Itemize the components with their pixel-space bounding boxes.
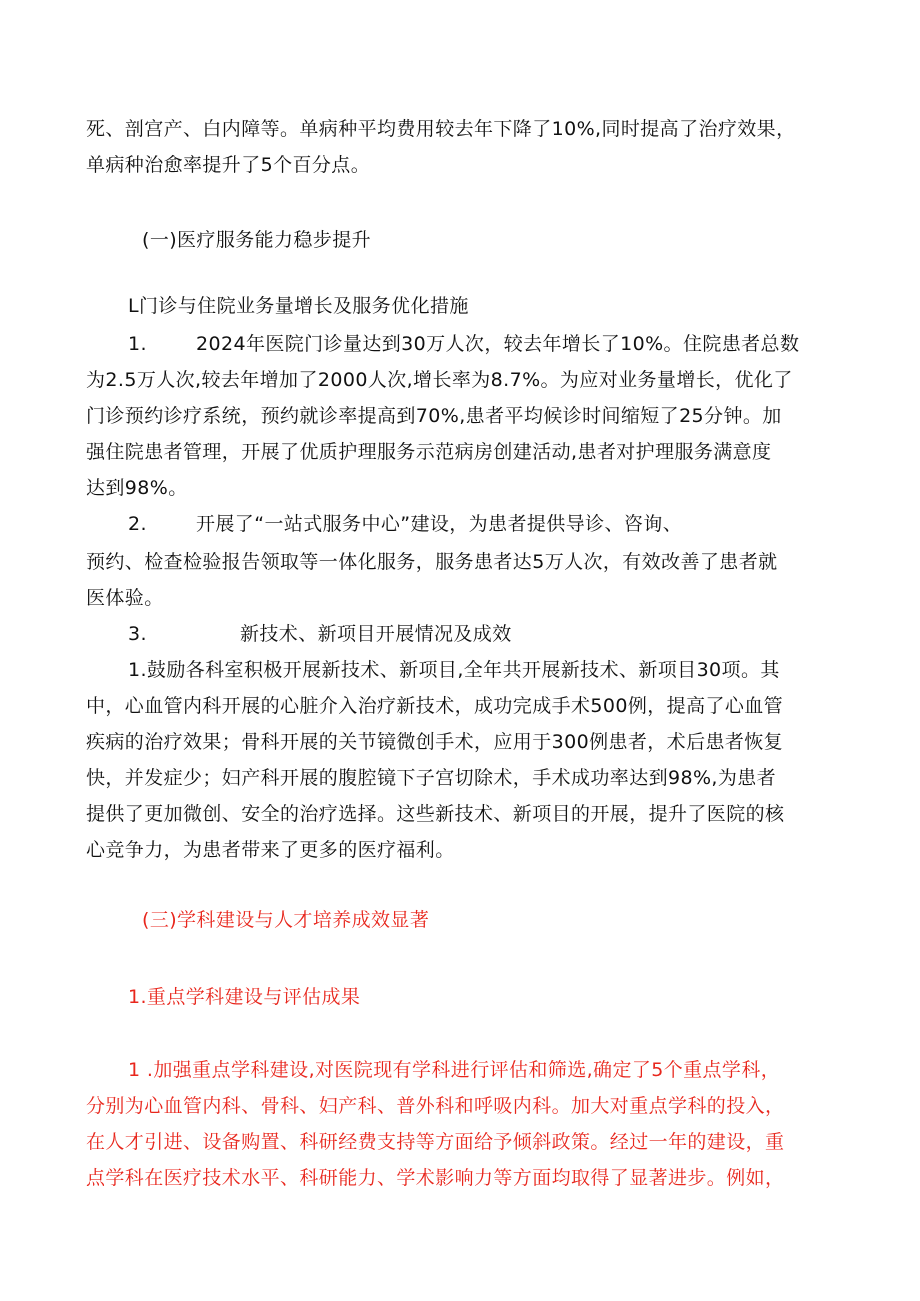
subheading-key-disciplines: 1.重点学科建设与评估成果 <box>128 986 361 1008</box>
section-heading-3: (三)学科建设与人才培养成效显著 <box>142 909 430 931</box>
item-3-line-4: 快，并发症少；妇产科开展的腹腔镜下子宫切除术，手术成功率达到98%,为患者 <box>86 767 777 789</box>
intro-line-1: 死、剖宫产、白内障等。单病种平均费用较去年下降了10%,同时提高了治疗效果， <box>86 118 796 140</box>
section-heading-1: (一)医疗服务能力稳步提升 <box>142 229 372 251</box>
item-1-line-2: 为2.5万人次,较去年增加了2000人次,增长率为8.7%。为应对业务量增长，优化了 <box>86 369 793 391</box>
item-1-number: 1. <box>128 333 147 355</box>
item-3-line-6: 心竞争力，为患者带来了更多的医疗福利。 <box>86 839 455 861</box>
item-2-line-1: 开展了“一站式服务中心”建设，为患者提供导诊、咨询、 <box>196 513 683 535</box>
item-1-line-4: 强住院患者管理，开展了优质护理服务示范病房创建活动,患者对护理服务满意度 <box>86 441 772 463</box>
section-3-line-3: 在人才引进、设备购置、科研经费支持等方面给予倾斜政策。经过一年的建设，重 <box>86 1131 785 1153</box>
item-2-number: 2. <box>128 513 147 535</box>
section-3-line-2: 分别为心血管内科、骨科、妇产科、普外科和呼吸内科。加大对重点学科的投入， <box>86 1095 785 1117</box>
item-3-line-3: 疾病的治疗效果；骨科开展的关节镜微创手术，应用于300例患者，术后患者恢复 <box>86 731 784 753</box>
item-3-line-5: 提供了更加微创、安全的治疗选择。这些新技术、新项目的开展，提升了医院的核 <box>86 803 785 825</box>
item-1-line-1: 2024年医院门诊量达到30万人次，较去年增长了10%。住院患者总数 <box>196 333 800 355</box>
intro-line-2: 单病种治愈率提升了5个百分点。 <box>86 154 371 176</box>
item-3-title: 新技术、新项目开展情况及成效 <box>240 623 512 645</box>
subheading-outpatient: L门诊与住院业务量增长及服务优化措施 <box>128 295 469 317</box>
item-3-number: 3. <box>128 623 147 645</box>
item-3-line-2: 中，心血管内科开展的心脏介入治疗新技术，成功完成手术500例，提高了心血管 <box>86 695 784 717</box>
section-3-line-4: 点学科在医疗技术水平、科研能力、学术影响力等方面均取得了显著进步。例如， <box>86 1167 785 1189</box>
item-1-line-5: 达到98%。 <box>86 477 188 499</box>
item-3-line-1: 1.鼓励各科室积极开展新技术、新项目,全年共开展新技术、新项目30项。其 <box>128 659 780 681</box>
item-2-line-2: 预约、检查检验报告领取等一体化服务，服务患者达5万人次，有效改善了患者就 <box>86 551 778 573</box>
item-2-line-3: 医体验。 <box>86 587 164 609</box>
section-3-line-1: 1 .加强重点学科建设,对医院现有学科进行评估和筛选,确定了5个重点学科， <box>128 1059 781 1081</box>
item-1-line-3: 门诊预约诊疗系统，预约就诊率提高到70%,患者平均候诊时间缩短了25分钟。加 <box>86 405 782 427</box>
